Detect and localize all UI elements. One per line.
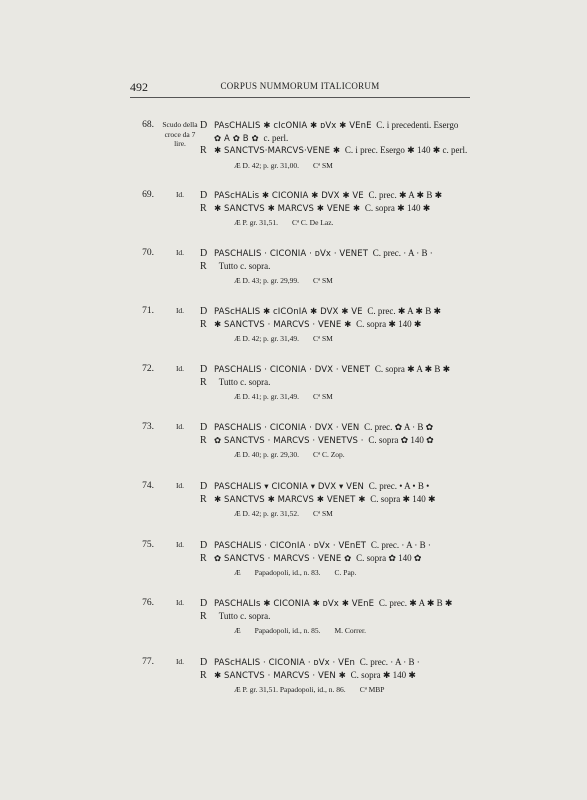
metadata-field: Cª SM — [313, 392, 333, 401]
coin-legend: ✱ SANCTVS ✱ MARCVS ✱ VENE ✱ — [214, 203, 361, 214]
entry-metadata — [234, 626, 380, 635]
legend-comment: Tutto c. sopra. — [218, 376, 271, 387]
coin-legend: PASCHALIs ✱ CICONIA ✱ ᴅVx ✱ VEnE — [214, 599, 375, 609]
entry-line — [200, 422, 433, 433]
entry-number: 69. — [142, 190, 154, 200]
metadata-field: Æ P. gr. 31,51. Papadopoli, id., n. 86. — [234, 685, 346, 694]
entry-metadata — [234, 685, 398, 694]
coin-legend: ✿ SANCTVS · MARCVS · VENETVS · — [214, 435, 364, 446]
side-siglum: D — [200, 422, 208, 433]
entry-description: Id. — [175, 540, 185, 549]
coin-legend: ✱ SANCTVS · MARCVS · VEN ✱ — [214, 670, 346, 681]
entry-description: Id. — [175, 422, 185, 431]
legend-comment: C. sopra ✿ 140 ✿ — [356, 552, 422, 563]
legend-comment: C. prec. · A · B · — [370, 540, 431, 550]
metadata-field: Æ — [234, 626, 241, 635]
entry-line — [200, 145, 467, 156]
entry-line — [200, 540, 431, 551]
legend-comment: C. sopra ✱ 140 ✱ — [370, 493, 436, 504]
coin-legend: PASCHALIS · CICONIA · DVX · VENET — [214, 365, 371, 375]
entry-line — [200, 120, 458, 131]
entry-metadata — [234, 568, 370, 577]
metadata-field: Æ D. 40; p. gr. 29,30. — [234, 450, 300, 459]
side-siglum: R — [200, 669, 207, 681]
entry-line — [200, 657, 420, 668]
coin-legend: ✿ A ✿ B ✿ — [214, 133, 259, 144]
legend-comment: C. prec. · A · B · — [372, 248, 433, 258]
entry-line — [200, 133, 288, 144]
entry-metadata — [234, 392, 347, 401]
metadata-field: Cª MBP — [359, 685, 385, 694]
entry-description: Id. — [175, 657, 185, 666]
entry-line — [200, 481, 429, 492]
side-siglum: D — [200, 190, 208, 201]
entry-line — [200, 435, 434, 446]
side-siglum: D — [200, 657, 208, 668]
entry-number: 70. — [142, 248, 154, 258]
legend-comment: C. sopra ✱ A ✱ B ✱ — [374, 364, 451, 374]
entry-metadata — [234, 450, 359, 459]
entry-metadata — [234, 509, 347, 518]
legend-comment: c. perl. — [263, 132, 289, 143]
legend-comment: C. sopra ✿ 140 ✿ — [368, 434, 434, 445]
entry-number: 73. — [142, 422, 154, 432]
entry-number: 68. — [142, 120, 154, 130]
coin-legend: ✱ SANCTVS·MARCVS·VENE ✱ — [214, 146, 341, 156]
entry-metadata — [234, 161, 347, 170]
entry-number: 76. — [142, 598, 154, 608]
legend-comment: C. sopra ✱ 140 ✱ — [356, 318, 422, 329]
side-siglum: D — [200, 540, 208, 551]
metadata-field: Papadopoli, id., n. 83. — [254, 568, 321, 577]
side-siglum: D — [200, 248, 208, 259]
legend-comment: C. prec. · A · B · — [359, 657, 420, 667]
coin-legend: PAScHALIS · CICONIA · ᴅVx · VEn — [214, 658, 356, 668]
side-siglum: R — [200, 202, 207, 214]
coin-legend: PASCHALIS · CICONIA · ᴅVx · VENET — [214, 249, 369, 259]
metadata-field: Cª SM — [313, 334, 333, 343]
legend-comment: Tutto c. sopra. — [218, 610, 271, 621]
entry-description: Id. — [175, 190, 185, 199]
coin-legend: ✱ SANCTVS · MARCVS · VENE ✱ — [214, 319, 352, 330]
coin-legend: PAScHALIS ✱ cICOnIA ✱ DVX ✱ VE — [214, 307, 363, 317]
legend-comment: Tutto c. sopra. — [218, 260, 271, 271]
entry-line — [200, 598, 452, 609]
metadata-field: Cª C. Zop. — [313, 450, 345, 459]
entry-description: Id. — [175, 306, 185, 315]
entry-line — [200, 494, 436, 505]
entry-number: 72. — [142, 364, 154, 374]
entry-line — [200, 261, 270, 272]
metadata-field: Æ D. 42; p. gr. 31,00. — [234, 160, 300, 170]
legend-comment: C. prec. ✱ A ✱ B ✱ — [368, 190, 443, 200]
entry-metadata — [234, 276, 347, 285]
metadata-field: Æ D. 43; p. gr. 29,99. — [234, 276, 300, 285]
coin-legend: PASCHALIS ▾ CICONIA ▾ DVX ▾ VEN — [214, 482, 365, 492]
entry-number: 75. — [142, 540, 154, 550]
page-number: 492 — [130, 80, 148, 94]
page-header — [130, 80, 470, 96]
legend-comment: C. prec. ✱ A ✱ B ✱ — [378, 598, 453, 608]
entry-line — [200, 611, 270, 622]
legend-comment: C. prec. ✱ A ✱ B ✱ — [367, 306, 441, 316]
metadata-field: Æ D. 42; p. gr. 31,52. — [234, 509, 300, 518]
entry-line — [200, 248, 433, 259]
entry-line — [200, 377, 270, 388]
legend-comment: C. prec. ✿ A · B ✿ — [364, 422, 434, 432]
coin-legend: PASCHALIS · CICOnIA · ᴅVx · VEnET — [214, 541, 367, 551]
metadata-field: Æ P. gr. 31,51. — [234, 218, 278, 227]
side-siglum: R — [200, 376, 207, 388]
entry-description: Id. — [175, 364, 185, 373]
coin-legend: PAsCHALIS ✱ cIcONIA ✱ ᴅVx ✱ VEnE — [214, 121, 372, 131]
metadata-field: Cª SM — [313, 509, 333, 518]
legend-comment: C. prec. • A • B • — [368, 481, 430, 491]
side-siglum: R — [200, 318, 207, 330]
metadata-field: Æ — [234, 568, 241, 577]
entry-line — [200, 190, 442, 201]
legend-comment: C. i precedenti. Esergo — [376, 120, 459, 130]
side-siglum: D — [200, 598, 208, 609]
side-siglum: D — [200, 481, 208, 492]
entry-metadata — [234, 218, 347, 227]
entry-line — [200, 364, 450, 375]
metadata-field: C. Pap. — [334, 568, 357, 577]
metadata-field: Æ D. 41; p. gr. 31,49. — [234, 392, 300, 401]
entry-description: Id. — [175, 248, 185, 257]
side-siglum: D — [200, 120, 208, 131]
legend-comment: C. sopra ✱ 140 ✱ — [350, 669, 416, 680]
entry-description: Scudo della croce da 7 lire. — [162, 120, 198, 148]
coin-legend: PAScHALis ✱ CICONIA ✱ DVX ✱ VE — [214, 191, 364, 201]
entry-number: 74. — [142, 481, 154, 491]
entry-metadata — [234, 334, 347, 343]
entry-number: 77. — [142, 657, 154, 667]
entry-description: Id. — [175, 481, 185, 490]
header-rule — [130, 97, 470, 98]
entry-number: 71. — [142, 306, 154, 316]
side-siglum: R — [200, 493, 207, 505]
metadata-field: Cª SM — [313, 276, 333, 285]
metadata-field: Papadopoli, id., n. 85. — [254, 626, 321, 635]
side-siglum: R — [200, 260, 207, 272]
side-siglum: D — [200, 364, 208, 375]
entry-line — [200, 553, 421, 564]
metadata-field: Cª SM — [313, 160, 333, 170]
coin-legend: PASCHALIS · CICONIA · DVX · VEN — [214, 423, 360, 433]
entry-description: Id. — [175, 598, 185, 607]
entry-line — [200, 670, 416, 681]
entry-line — [200, 319, 421, 330]
side-siglum: R — [200, 434, 207, 446]
entry-line — [200, 203, 430, 214]
coin-legend: ✿ SANCTVS · MARCVS · VENE ✿ — [214, 553, 352, 564]
legend-comment: C. i prec. Esergo ✱ 140 ✱ c. perl. — [344, 145, 468, 155]
metadata-field: M. Correr. — [334, 626, 366, 635]
metadata-field: Cª C. De Laz. — [291, 218, 334, 227]
side-siglum: R — [200, 610, 207, 622]
legend-comment: C. sopra ✱ 140 ✱ — [364, 202, 431, 213]
side-siglum: R — [200, 552, 207, 564]
metadata-field: Æ D. 42; p. gr. 31,49. — [234, 334, 300, 343]
coin-legend: ✱ SANCTVS ✱ MARCVS ✱ VENET ✱ — [214, 494, 366, 505]
side-siglum: R — [200, 145, 207, 156]
entry-line — [200, 306, 441, 317]
side-siglum: D — [200, 306, 208, 317]
running-title: CORPUS NUMMORUM ITALICORUM — [220, 81, 380, 91]
